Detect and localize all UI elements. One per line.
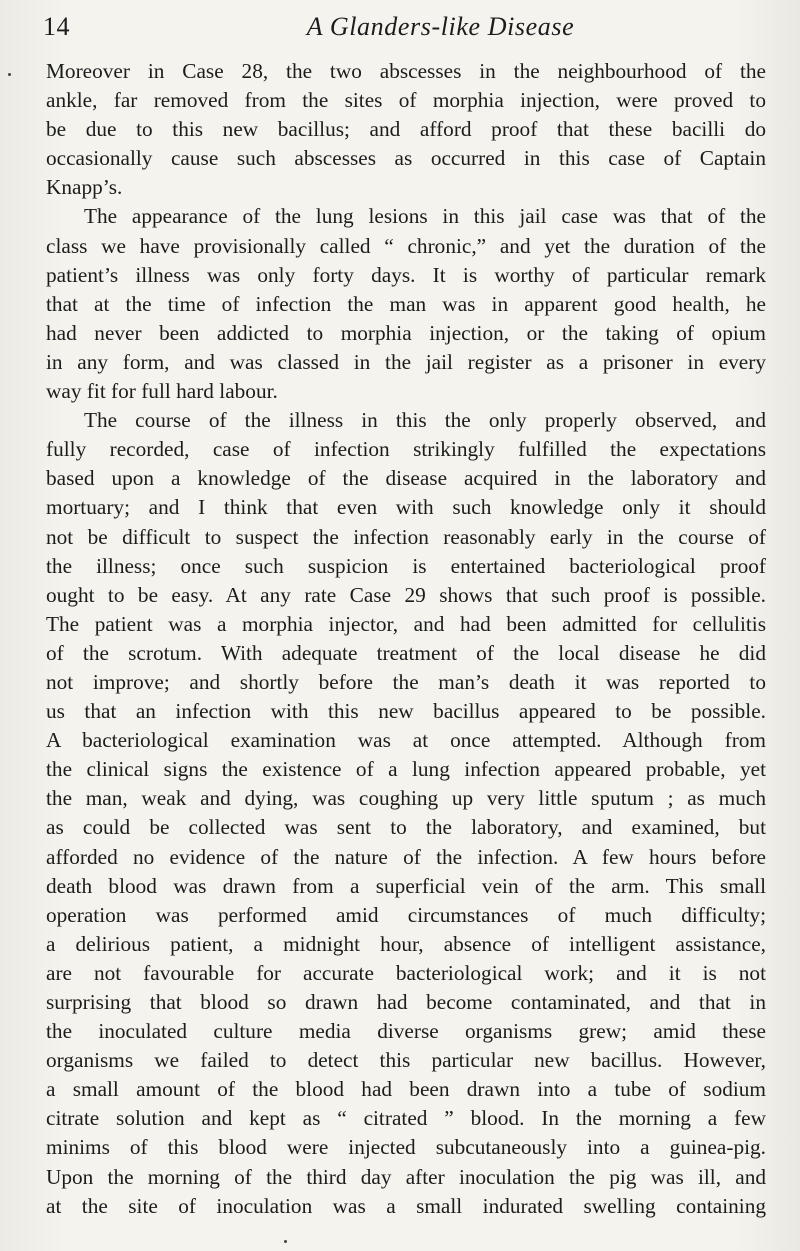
text-line: class we have provisionally called “ chronic,” and yet the duration of the	[46, 233, 766, 258]
text-line: operation was performed amid circumstances of much difficulty;	[46, 902, 766, 927]
text-line: afforded no evidence of the nature of the infection. A few hours before	[46, 844, 766, 869]
text-line: way fit for full hard labour.	[46, 379, 278, 404]
text-line: that at the time of infection the man was in apparent good health, he	[46, 291, 766, 316]
text-line: minims of this blood were injected subcutaneously into a guinea-pig.	[46, 1135, 766, 1160]
text-line: ought to be easy. At any rate Case 29 shows that such proof is possible.	[46, 582, 766, 607]
text-line: not be difficult to suspect the infection reasonably early in the course of	[46, 524, 766, 549]
text-line: surprising that blood so drawn had become contaminated, and that in	[46, 990, 766, 1014]
text-line: had never been addicted to morphia injection, or the taking of opium	[46, 320, 766, 345]
text-line: patient’s illness was only forty days. It is worthy of particular remark	[46, 262, 766, 287]
text-line: as could be collected was sent to the laboratory, and examined, but	[46, 815, 766, 840]
text-line: the illness; once such suspicion is entertained bacteriological proof	[46, 553, 766, 578]
text-line: The patient was a morphia injector, and had been admitted for cellulitis	[46, 611, 766, 636]
text-line: death blood was drawn from a superficial vein of the arm. This small	[46, 873, 766, 898]
text-line: Knapp’s.	[46, 175, 123, 200]
text-line: at the site of inoculation was a small indurated swelling containing	[46, 1193, 766, 1218]
text-line: Moreover in Case 28, the two abscesses in the neighbourhood of the	[46, 59, 766, 83]
margin-mark	[8, 73, 11, 76]
text-line: a delirious patient, a midnight hour, absence of intelligent assistance,	[46, 931, 766, 956]
text-line: us that an infection with this new bacillus appeared to be possible.	[46, 699, 766, 724]
text-line: the clinical signs the existence of a lung infection appeared probable, yet	[46, 757, 766, 782]
text-line: occasionally cause such abscesses as occurred in this case of Captain	[46, 146, 766, 171]
text-line: based upon a knowledge of the disease acquired in the laboratory and	[46, 466, 766, 491]
body-text	[46, 57, 766, 1221]
text-line: The appearance of the lung lesions in this jail case was that of the	[84, 204, 766, 229]
text-line: citrate solution and kept as “ citrated ” blood. In the morning a few	[46, 1106, 766, 1131]
text-line: fully recorded, case of infection strikingly fulfilled the expectations	[46, 437, 766, 462]
text-line: Upon the morning of the third day after inoculation the pig was ill, and	[46, 1164, 766, 1189]
page-number: 14	[43, 12, 70, 41]
text-line: not improve; and shortly before the man’s death it was reported to	[46, 669, 766, 694]
text-line: the inoculated culture media diverse organisms grew; amid these	[46, 1019, 766, 1044]
text-line: ankle, far removed from the sites of morphia injection, were proved to	[46, 88, 766, 113]
text-line: in any form, and was classed in the jail register as a prisoner in every	[46, 349, 766, 374]
text-line: of the scrotum. With adequate treatment of the local disease he did	[46, 640, 766, 665]
text-line: A bacteriological examination was at once attempted. Although from	[46, 728, 766, 753]
running-title: A Glanders-like Disease	[306, 12, 575, 41]
text-line: a small amount of the blood had been drawn into a tube of sodium	[46, 1077, 766, 1102]
margin-mark	[284, 1240, 287, 1243]
page-header	[43, 10, 768, 46]
text-line: are not favourable for accurate bacteriological work; and it is not	[46, 960, 766, 985]
text-line: The course of the illness in this the only properly observed, and	[84, 408, 766, 433]
text-line: mortuary; and I think that even with such knowledge only it should	[46, 495, 766, 520]
text-line: organisms we failed to detect this particular new bacillus. However,	[46, 1048, 766, 1073]
text-line: the man, weak and dying, was coughing up very little sputum ; as much	[46, 786, 766, 811]
text-line: be due to this new bacillus; and afford proof that these bacilli do	[46, 117, 766, 142]
